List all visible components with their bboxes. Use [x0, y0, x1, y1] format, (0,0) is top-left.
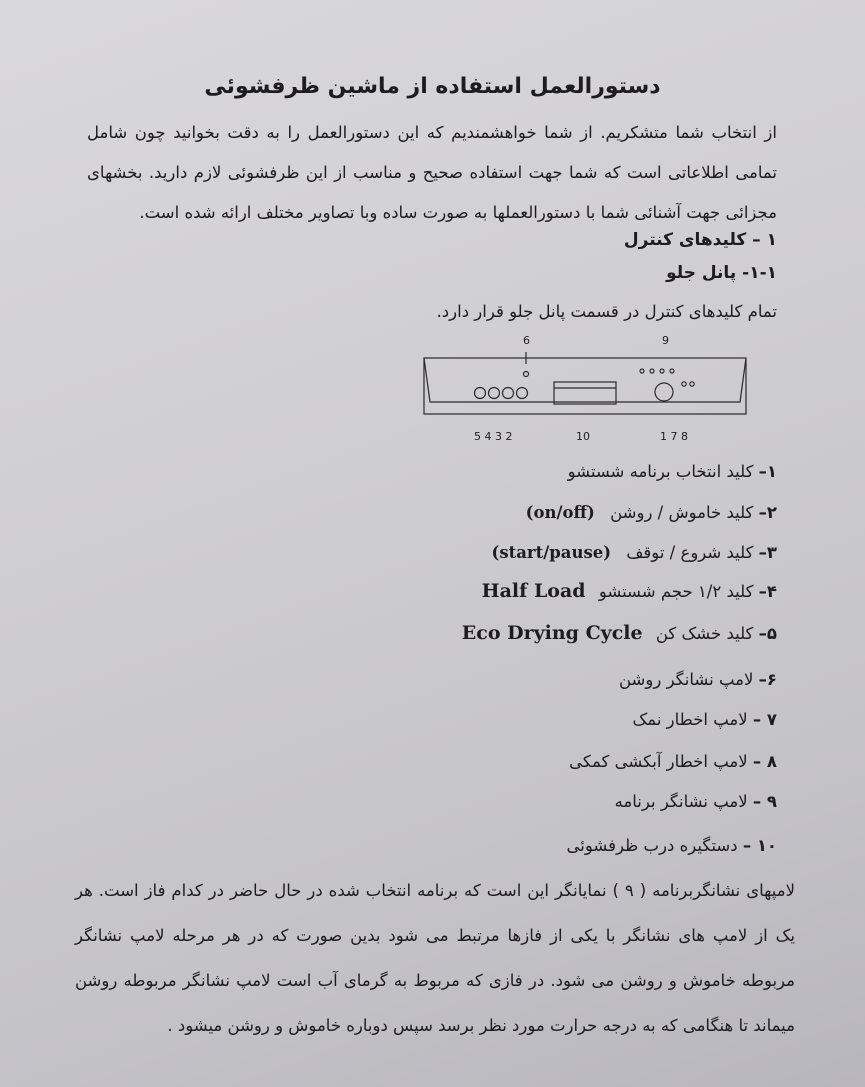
- diagram-label-6: 6: [523, 334, 530, 347]
- list-item: ۳– کلید شروع / توقف (start/pause): [491, 543, 777, 562]
- list-item: ۱۰ – دستگیره درب ظرفشوئی: [566, 836, 777, 855]
- list-item: ۷ – لامپ اخطار نمک: [632, 710, 777, 729]
- list-item: ۲– کلید خاموش / روشن (on/off): [525, 503, 777, 522]
- section-heading-front-panel: ۱-۱- پانل جلو: [666, 263, 777, 283]
- list-item: ۱– کلید انتخاب برنامه شستشو: [567, 462, 777, 481]
- diagram-label-178: 1 7 8: [660, 430, 688, 443]
- diagram-label-9: 9: [662, 334, 669, 347]
- list-item: ۸ – لامپ اخطار آبکشی کمکی: [569, 752, 777, 771]
- page-title: دستورالعمل استفاده از ماشین ظرفشوئی: [204, 74, 661, 99]
- panel-sentence: تمام کلیدهای کنترل در قسمت پانل جلو قرار دارد.: [436, 302, 777, 321]
- list-item: ۴– کلید ۱/۲ حجم شستشو Half Load: [481, 580, 777, 602]
- intro-paragraph: از انتخاب شما متشکریم. از شما خواهشمندیم که این دستورالعمل را به دقت بخوانید چون شامل تمامی اطلاعاتی است که شما جهت استفاده صحیح و مناسب از این ظرفشوئی لازم دارید. بخشهای مجزائی جهت آشنائی شما با دستورالعملها به صورت ساده وبا تصاویر مختلف ارائه شده است.: [87, 123, 777, 222]
- control-panel-diagram: [420, 330, 760, 450]
- control-panel-drawing: [420, 330, 760, 430]
- section-heading-controls: ۱ – کلیدهای کنترل: [623, 230, 777, 250]
- list-item: ۹ – لامپ نشانگر برنامه: [614, 792, 777, 811]
- closing-paragraph: لامپهای نشانگربرنامه ( ۹ ) نمایانگر این است که برنامه انتخاب شده در حال حاضر در کدام فاز است. هر یک از لامپ های نشانگر با یکی از فازها مرتبط می شود بدین صورت که در هر مرحله لامپ نشانگر مربوطه خاموش و روشن می شود. در فازی که مربوط به گرمای آب است لامپ نشانگر مربوطه روشن میماند تا هنگامی که به درجه حرارت مورد نظر برسد سپس دوباره خاموش و روشن میشود .: [75, 881, 795, 1035]
- diagram-label-5432: 5 4 3 2: [474, 430, 513, 443]
- diagram-label-10: 10: [576, 430, 590, 443]
- list-item: ۵– کلید خشک کن Eco Drying Cycle: [461, 622, 777, 644]
- list-item: ۶– لامپ نشانگر روشن: [619, 670, 777, 689]
